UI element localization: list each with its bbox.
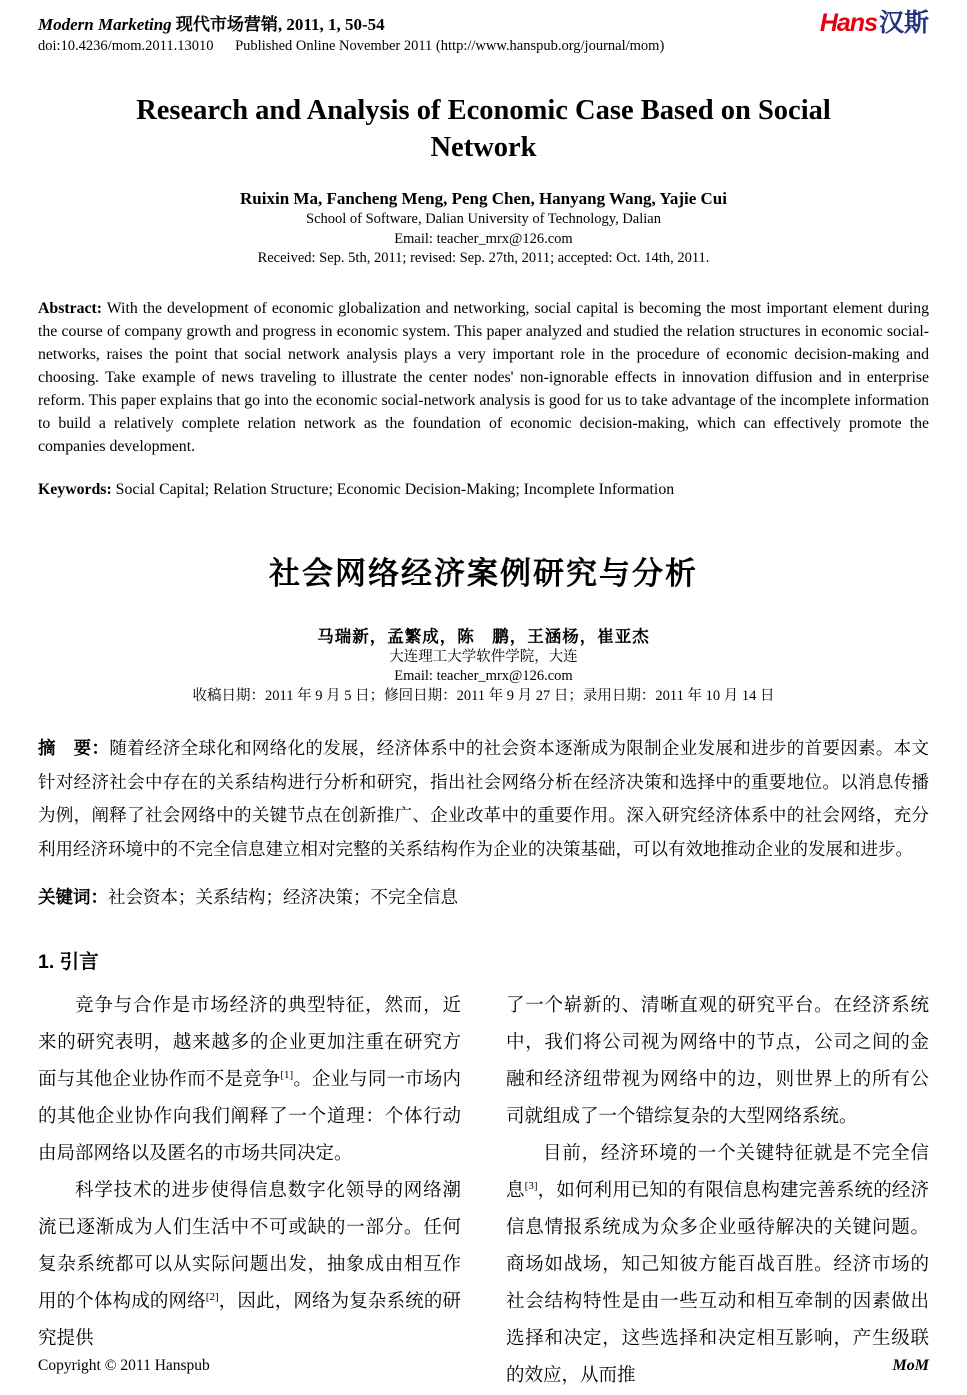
citation-ref-1: [1]	[280, 1068, 294, 1081]
abstract-label-cn: 摘 要：	[38, 738, 110, 758]
keywords-en	[38, 481, 929, 499]
affiliation-en: School of Software, Dalian University of Technology, Dalian	[306, 211, 661, 227]
hans-publisher-logo	[820, 10, 929, 36]
email-line-en: Email: teacher_mrx@126.com	[394, 230, 573, 247]
email-line-cn: Email: teacher_mrx@126.com	[394, 668, 573, 684]
journal-info	[38, 10, 664, 55]
abstract-text-cn: 随着经济全球化和网络化的发展，经济体系中的社会资本逐渐成为限制企业发展和进步的首要因素。本文针对经济社会中存在的关系结构进行分析和研究，指出社会网络分析在经济决策和选择中的重要地位。以消息传播为例，阐释了社会网络中的关键节点在创新推广、企业改革中的重要作用。深入研究经济体系中的社会网络，充分利用经济环境中的不完全信息建立相对完整的关系结构作为企业的决策基础，可以有效地推动企业的发展和进步。	[38, 738, 930, 859]
journal-title-line	[38, 10, 664, 35]
section-1-heading: 1. 引言	[38, 950, 99, 973]
left-column	[38, 988, 461, 1395]
body-paragraph	[38, 988, 461, 1173]
page-header	[38, 10, 929, 55]
dates-cn: 收稿日期：2011 年 9 月 5 日；修回日期：2011 年 9 月 27 日；录用日期：2011 年 10 月 14 日	[192, 687, 775, 704]
paragraph-text: ，如何利用已知的有限信息构建完善系统的经济信息情报系统成为众多企业亟待解决的关键问题。商场如战场，知己知彼方能百战百胜。经济市场的社会结构特性是由一些互动和相互牵制的因素做出选择和决定，这些选择和决定相互影响，产生级联的效应，从而推	[506, 1180, 929, 1386]
abstract-en	[38, 297, 929, 458]
authors-cn: 马瑞新，孟繁成，陈 鹏，王涵杨，崔亚杰	[317, 626, 650, 646]
keywords-cn	[38, 881, 929, 915]
received-line: Received: Sep. 5th, 2011; revised: Sep. 27th, 2011; accepted: Oct. 14th, 2011.	[257, 250, 710, 266]
paragraph-text: 竞争与合作是市场经济的典型特征，然而，近来的研究表明，越来越多的企业更加注重在研究方面与其他企业协作而不是竞争	[38, 995, 461, 1090]
abstract-label-en: Abstract:	[38, 299, 103, 317]
paragraph-text: 科学技术的进步使得信息数字化领导的网络潮流已逐渐成为人们生活中不可或缺的一部分。任何复杂系统都可以从实际问题出发，抽象成由相互作用的个体构成的网络	[38, 1180, 461, 1312]
doi-text: doi:10.4236/mom.2011.13010	[38, 38, 214, 54]
keywords-text-cn: 社会资本；关系结构；经济决策；不完全信息	[108, 887, 458, 907]
logo-hans-latin: Hans	[819, 9, 877, 37]
body-paragraph	[506, 988, 929, 1136]
published-online-text: Published Online November 2011 (http://www.hanspub.org/journal/mom)	[235, 38, 665, 54]
affiliation-cn: 大连理工大学软件学院，大连	[389, 648, 578, 665]
keywords-text-en: Social Capital; Relation Structure; Economic Decision-Making; Incomplete Information	[111, 480, 675, 498]
page-footer	[38, 1357, 929, 1375]
body-paragraph	[506, 1136, 929, 1395]
copyright-text: Copyright © 2011 Hanspub	[38, 1357, 210, 1374]
keywords-label-cn: 关键词：	[38, 887, 108, 907]
paragraph-text: 目前，经济环境的一个关键特征就是不完全信息	[506, 1143, 929, 1201]
paper-title-cn: 社会网络经济案例研究与分析	[269, 555, 698, 591]
journal-abbreviation: MoM	[892, 1357, 929, 1374]
journal-name: Modern Marketing	[38, 15, 172, 34]
journal-cn-issue: 现代市场营销, 2011, 1, 50-54	[175, 15, 385, 34]
doi-line	[38, 38, 664, 55]
paragraph-text: 。企业与同一市场内的其他企业协作向我们阐释了一个道理：个体行动由局部网络以及匿名的市场共同决定。	[38, 1069, 461, 1164]
citation-ref-3: [3]	[524, 1179, 538, 1192]
abstract-text-en: With the development of economic globalization and networking, social capital is becoming the most important element during the course of company growth and progress in economic system. This paper analyzed and studied the relation structures in economic social-networks, raises the point that social network analysis plays a very important role in the procedure of economic decision-making and choosing. Take example of news traveling to illustrate the center nodes' non-ignorable effects in innovation diffusion and in enterprise reform. This paper explains that go into the economic social-network analysis is good for us to take advantage of the incomplete information to build a relatively complete relation network as the foundation of economic decision-making, which can effectively promote the companies development.	[38, 299, 929, 455]
authors-en: Ruixin Ma, Fancheng Meng, Peng Chen, Hanyang Wang, Yajie Cui	[240, 189, 727, 208]
paragraph-text: ，因此，网络为复杂系统的研究提供	[38, 1291, 461, 1349]
paragraph-text: 了一个崭新的、清晰直观的研究平台。在经济系统中，我们将公司视为网络中的节点，公司之间的金融和经济纽带视为网络中的边，则世界上的所有公司就组成了一个错综复杂的大型网络系统。	[506, 995, 929, 1127]
two-column-body	[38, 988, 929, 1395]
paper-title-en: Research and Analysis of Economic Case Based on Social Network	[136, 95, 831, 163]
citation-ref-2: [2]	[205, 1290, 219, 1303]
abstract-cn	[38, 732, 929, 866]
body-paragraph	[38, 1173, 461, 1358]
keywords-label-en: Keywords:	[38, 480, 112, 498]
right-column	[506, 988, 929, 1395]
logo-hans-cn: 汉斯	[878, 9, 929, 37]
